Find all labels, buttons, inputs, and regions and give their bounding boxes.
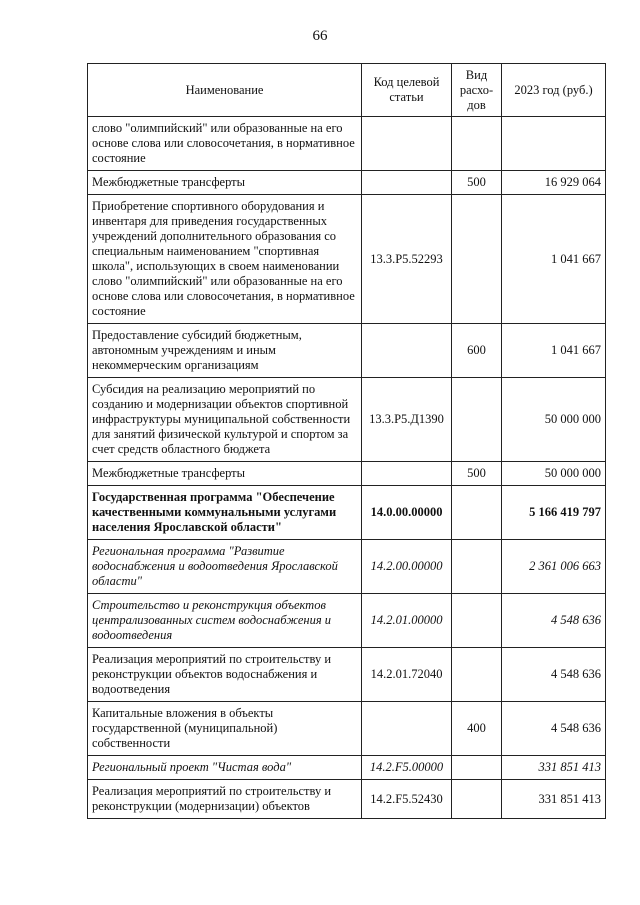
- cell-sum: [502, 117, 606, 171]
- cell-name: Реализация мероприятий по строительству и реконструкции объектов водоснабжения и водоотведения: [88, 648, 362, 702]
- cell-sum: 50 000 000: [502, 378, 606, 462]
- cell-name: Предоставление субсидий бюджетным, автономным учреждениям и иным некоммерческим организациям: [88, 324, 362, 378]
- header-name: Наименование: [88, 64, 362, 117]
- table-row: [88, 540, 606, 594]
- cell-name: Межбюджетные трансферты: [88, 462, 362, 486]
- cell-code: 14.2.01.00000: [362, 594, 452, 648]
- cell-kind: [452, 378, 502, 462]
- cell-kind: 400: [452, 702, 502, 756]
- cell-name: Строительство и реконструкция объектов централизованных систем водоснабжения и водоотведения: [88, 594, 362, 648]
- cell-code: 14.2.F5.52430: [362, 780, 452, 819]
- cell-name: Реализация мероприятий по строительству и реконструкции (модернизации) объектов: [88, 780, 362, 819]
- cell-code: [362, 324, 452, 378]
- cell-code: [362, 462, 452, 486]
- header-sum: 2023 год (руб.): [502, 64, 606, 117]
- table-header-row: [88, 64, 606, 117]
- cell-sum: 4 548 636: [502, 648, 606, 702]
- cell-name: Государственная программа "Обеспечение качественными коммунальными услугами населения Ярославской области": [88, 486, 362, 540]
- cell-code: [362, 117, 452, 171]
- cell-code: 14.2.00.00000: [362, 540, 452, 594]
- cell-kind: [452, 756, 502, 780]
- cell-kind: [452, 540, 502, 594]
- cell-name: Субсидия на реализацию мероприятий по созданию и модернизации объектов спортивной инфраструктуры муниципальной собственности для занятий физической культурой и спортом за счет средств областного бюджета: [88, 378, 362, 462]
- cell-kind: [452, 195, 502, 324]
- cell-sum: 331 851 413: [502, 780, 606, 819]
- cell-code: 14.2.01.72040: [362, 648, 452, 702]
- cell-kind: [452, 594, 502, 648]
- table-row: [88, 378, 606, 462]
- table-row: [88, 594, 606, 648]
- cell-code: 14.2.F5.00000: [362, 756, 452, 780]
- cell-sum: 4 548 636: [502, 594, 606, 648]
- table-row: [88, 486, 606, 540]
- budget-table: [87, 63, 606, 819]
- table-body: [88, 117, 606, 819]
- header-kind: Вид расхо-дов: [452, 64, 502, 117]
- table-row: [88, 117, 606, 171]
- cell-sum: 1 041 667: [502, 324, 606, 378]
- cell-name: Капитальные вложения в объекты государственной (муниципальной) собственности: [88, 702, 362, 756]
- table-row: [88, 171, 606, 195]
- cell-kind: [452, 117, 502, 171]
- cell-sum: 5 166 419 797: [502, 486, 606, 540]
- cell-sum: 4 548 636: [502, 702, 606, 756]
- cell-name: Региональная программа "Развитие водоснабжения и водоотведения Ярославской области": [88, 540, 362, 594]
- cell-kind: [452, 486, 502, 540]
- table-row: [88, 195, 606, 324]
- table-row: [88, 780, 606, 819]
- cell-name: Приобретение спортивного оборудования и инвентаря для приведения государственных учреждений дополнительного образования со специальным наименованием "спортивная школа", использующих в своем наименовании слово "олимпийский" или образованные на его основе слова или словосочетания, в нормативное состояние: [88, 195, 362, 324]
- table-row: [88, 702, 606, 756]
- cell-code: [362, 171, 452, 195]
- cell-code: 14.0.00.00000: [362, 486, 452, 540]
- table-row: [88, 462, 606, 486]
- page-number: 66: [312, 28, 328, 44]
- cell-kind: [452, 780, 502, 819]
- cell-code: [362, 702, 452, 756]
- table-row: [88, 648, 606, 702]
- cell-code: 13.3.Р5.Д1390: [362, 378, 452, 462]
- table-row: [88, 756, 606, 780]
- cell-sum: 16 929 064: [502, 171, 606, 195]
- cell-sum: 331 851 413: [502, 756, 606, 780]
- cell-kind: 500: [452, 171, 502, 195]
- cell-kind: 500: [452, 462, 502, 486]
- cell-code: 13.3.Р5.52293: [362, 195, 452, 324]
- cell-name: Межбюджетные трансферты: [88, 171, 362, 195]
- cell-sum: 50 000 000: [502, 462, 606, 486]
- table-row: [88, 324, 606, 378]
- cell-sum: 1 041 667: [502, 195, 606, 324]
- cell-kind: 600: [452, 324, 502, 378]
- header-code: Код целевой статьи: [362, 64, 452, 117]
- cell-name: слово "олимпийский" или образованные на его основе слова или словосочетания, в нормативное состояние: [88, 117, 362, 171]
- cell-sum: 2 361 006 663: [502, 540, 606, 594]
- cell-kind: [452, 648, 502, 702]
- cell-name: Региональный проект "Чистая вода": [88, 756, 362, 780]
